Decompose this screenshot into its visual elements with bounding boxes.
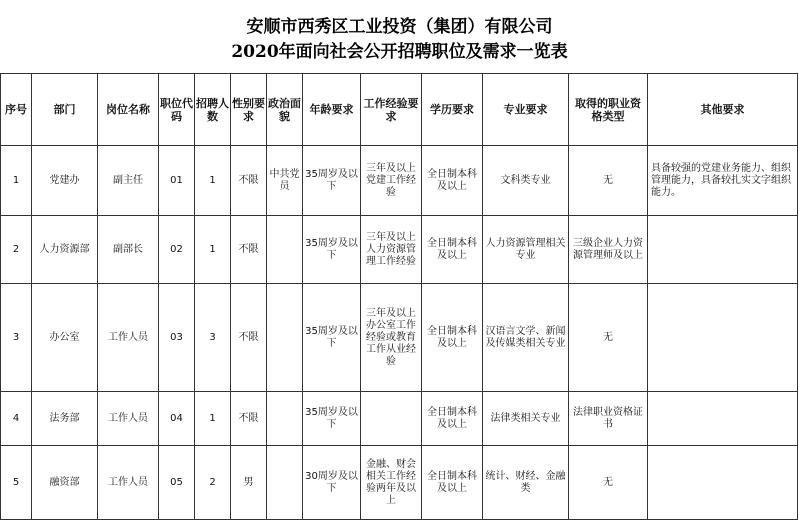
table-cell: 法律类相关专业 [483,392,569,446]
table-cell: 全日制本科及以上 [422,216,483,284]
header-cell: 取得的职业资格类型 [569,74,648,146]
table-cell: 法务部 [32,392,98,446]
table-cell: 副主任 [98,146,159,216]
table-cell: 03 [159,284,195,392]
table-cell: 35周岁及以下 [303,284,361,392]
header-cell: 其他要求 [648,74,798,146]
table-row [1,392,798,446]
table-cell: 全日制本科及以上 [422,392,483,446]
header-cell: 工作经验要求 [361,74,422,146]
table-cell: 2 [1,216,32,284]
table-cell: 2 [195,446,231,520]
table-cell: 35周岁及以下 [303,146,361,216]
table-cell: 汉语言文学、新闻及传媒类相关专业 [483,284,569,392]
recruitment-table [0,73,798,520]
table-cell: 不限 [231,146,267,216]
header-cell: 招聘人数 [195,74,231,146]
table-cell: 融资部 [32,446,98,520]
table-cell [267,392,303,446]
table-cell: 1 [195,146,231,216]
table-cell: 04 [159,392,195,446]
table-cell [648,392,798,446]
table-cell: 三年及以上党建工作经验 [361,146,422,216]
table-cell: 不限 [231,392,267,446]
table-cell: 金融、财会相关工作经验两年及以上 [361,446,422,520]
document-subtitle: 2020年面向社会公开招聘职位及需求一览表 [231,42,568,62]
header-cell: 专业要求 [483,74,569,146]
header-cell: 岗位名称 [98,74,159,146]
header-cell: 性别要求 [231,74,267,146]
table-cell: 法律职业资格证书 [569,392,648,446]
table-cell: 全日制本科及以上 [422,284,483,392]
table-cell [267,284,303,392]
table-cell: 1 [195,216,231,284]
table-cell: 人力资源部 [32,216,98,284]
table-row [1,446,798,520]
table-cell: 统计、财经、金融类 [483,446,569,520]
table-row [1,146,798,216]
table-cell: 全日制本科及以上 [422,146,483,216]
table-cell: 01 [159,146,195,216]
table-cell: 三年及以上人力资源管理工作经验 [361,216,422,284]
table-cell [648,284,798,392]
header-cell: 职位代码 [159,74,195,146]
table-cell: 不限 [231,216,267,284]
table-cell: 1 [195,392,231,446]
table-cell: 副部长 [98,216,159,284]
table-cell: 具备较强的党建业务能力、组织管理能力，具备较扎实文字组织能力。 [648,146,798,216]
table-cell: 3 [195,284,231,392]
header-cell: 学历要求 [422,74,483,146]
table-cell: 35周岁及以下 [303,392,361,446]
table-cell [648,446,798,520]
table-cell: 不限 [231,284,267,392]
table-cell: 05 [159,446,195,520]
table-cell: 无 [569,284,648,392]
table-cell: 3 [1,284,32,392]
table-row [1,284,798,392]
table-cell: 办公室 [32,284,98,392]
table-row [1,216,798,284]
header-cell: 政治面貌 [267,74,303,146]
table-cell: 全日制本科及以上 [422,446,483,520]
table-cell: 无 [569,146,648,216]
table-cell: 5 [1,446,32,520]
table-cell: 工作人员 [98,392,159,446]
table-cell [361,392,422,446]
table-cell: 三年及以上办公室工作经验或教育工作从业经验 [361,284,422,392]
table-cell: 中共党员 [267,146,303,216]
table-cell: 1 [1,146,32,216]
document-title: 安顺市西秀区工业投资（集团）有限公司 [246,17,553,37]
table-cell: 工作人员 [98,446,159,520]
table-cell: 35周岁及以下 [303,216,361,284]
table-cell: 文科类专业 [483,146,569,216]
header-cell: 序号 [1,74,32,146]
table-cell: 男 [231,446,267,520]
table-header-row [1,74,798,146]
table-cell: 4 [1,392,32,446]
table-cell: 人力资源管理相关专业 [483,216,569,284]
table-cell: 党建办 [32,146,98,216]
table-cell: 工作人员 [98,284,159,392]
table-cell [267,216,303,284]
table-cell [267,446,303,520]
table-cell: 02 [159,216,195,284]
table-cell: 30周岁及以下 [303,446,361,520]
table-cell: 无 [569,446,648,520]
table-cell [648,216,798,284]
header-cell: 部门 [32,74,98,146]
header-cell: 年龄要求 [303,74,361,146]
table-cell: 三级企业人力资源管理师及以上 [569,216,648,284]
